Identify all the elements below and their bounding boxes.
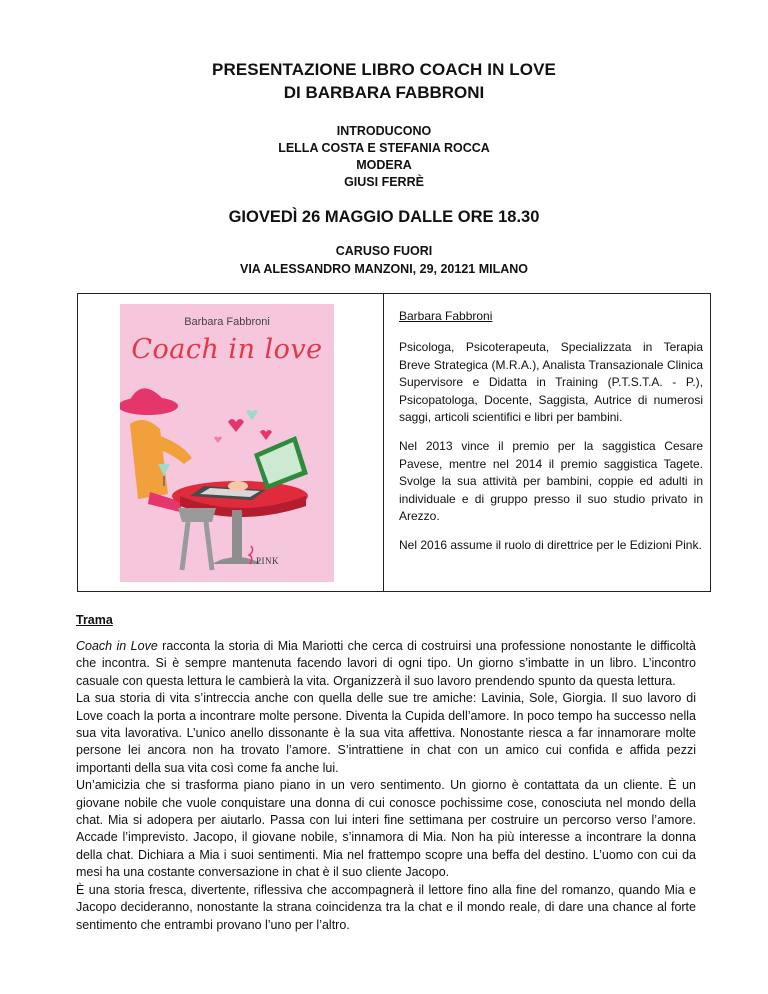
synopsis-text bbox=[76, 638, 696, 934]
intro-names: LELLA COSTA E STEFANIA ROCCA bbox=[278, 141, 490, 155]
book-title-italic: Coach in Love bbox=[76, 639, 158, 653]
author-bio bbox=[399, 308, 703, 567]
synopsis-paragraph bbox=[76, 638, 696, 690]
synopsis-paragraph: È una storia fresca, divertente, riflessiva che accompagnerà il lettore fino alla fine del romanzo, quando Mia e Jacopo decideranno, nonostante la strana coincidenza tra la chat e il mondo reale, di dare una chance al forte sentimento che entrambi provano l’uno per l’altro. bbox=[76, 882, 696, 932]
bio-author-name: Barbara Fabbroni bbox=[399, 309, 493, 323]
event-date: GIOVEDÌ 26 MAGGIO DALLE ORE 18.30 bbox=[228, 208, 540, 226]
venue-address: VIA ALESSANDRO MANZONI, 29, 20121 MILANO bbox=[239, 262, 528, 276]
bio-paragraph: Psicologa, Psicoterapeuta, Specializzata in Terapia Breve Strategica (M.R.A.), Analista Transazionale Clinica Supervisore e Didatta in Training (P.T.S.T.A. - P.), Psicopatologa, Docente, Saggista, Autrice di numerosi saggi, articoli scientifici e libri per bambini. bbox=[399, 340, 703, 425]
cover-title: Coach in love bbox=[131, 334, 323, 365]
synopsis-heading: Trama bbox=[76, 613, 113, 627]
book-cover bbox=[120, 304, 334, 582]
intro-label: INTRODUCONO bbox=[336, 124, 432, 138]
synopsis-paragraph: La sua storia di vita s’intreccia anche con quella delle sue tre amiche: Lavinia, Sole, Giorgia. Il suo lavoro di Love coach la porta a incontrare molte persone. Diventa la Cupida dell’amore. In poco tempo ha successo nella sua vita lavorativa. L’unico anello dissonante è la sua vita affettiva. Nonostante riesca a far innamorare molte persone lei ancora non ha trovato l’amore. S’intrattiene in chat con un amico cui confida e affida pezzi importanti della sua vita così come fa anche lui. bbox=[76, 691, 696, 775]
venue-name: CARUSO FUORI bbox=[335, 244, 433, 258]
info-table bbox=[77, 293, 711, 592]
cover-author: Barbara Fabbroni bbox=[184, 316, 270, 328]
document-subtitle: DI BARBARA FABBRONI bbox=[283, 83, 485, 102]
table-divider bbox=[383, 294, 384, 591]
document-title: PRESENTAZIONE LIBRO COACH IN LOVE bbox=[212, 60, 556, 79]
cover-illustration bbox=[120, 374, 334, 574]
moderator-name: GIUSI FERRÈ bbox=[344, 175, 424, 189]
bio-paragraph: Nel 2013 vince il premio per la saggistica Cesare Pavese, mentre nel 2014 il premio saggistica Tagete. Svolge la sua attività per bambini, coppie ed adulti in individuale e di gruppo presso il suo studio privato in Arezzo. bbox=[399, 439, 703, 524]
cover-publisher: PINK bbox=[256, 556, 280, 566]
synopsis-paragraph-text: racconta la storia di Mia Mariotti che cerca di costruirsi una professione nonostante le difficoltà che incontra. Si è sempre mantenuta facendo lavori di ogni tipo. Un giorno s’imbatte in un libro. L’incontro casuale con questa lettura le cambierà la vita. Organizzerà il suo lavoro prendendo spunto da questa lettura. bbox=[76, 639, 696, 688]
synopsis-paragraph: Un’amicizia che si trasforma piano piano in un vero sentimento. Un giorno è contattata da un cliente. È un giovane nobile che vuole conquistare una donna di cui conosce pochissime cose, conosciuta nel mondo della chat. Mia si adopera per aiutarlo. Passa con lui interi fine settimana per costruire un percorso verso l’amore. Accade l’imprevisto. Jacopo, il giovane nobile, s’innamora di Mia. Non ha più interesse a incontrare la donna della chat. Dichiara a Mia i suoi sentimenti. Mia nel frattempo scopre una beffa del destino. L’uomo con cui da mesi ha una costante conversazione in chat è il suo cliente Jacopo. bbox=[76, 778, 696, 880]
moderator-label: MODERA bbox=[356, 158, 412, 172]
bio-paragraph: Nel 2016 assume il ruolo di direttrice per le Edizioni Pink. bbox=[399, 538, 702, 553]
